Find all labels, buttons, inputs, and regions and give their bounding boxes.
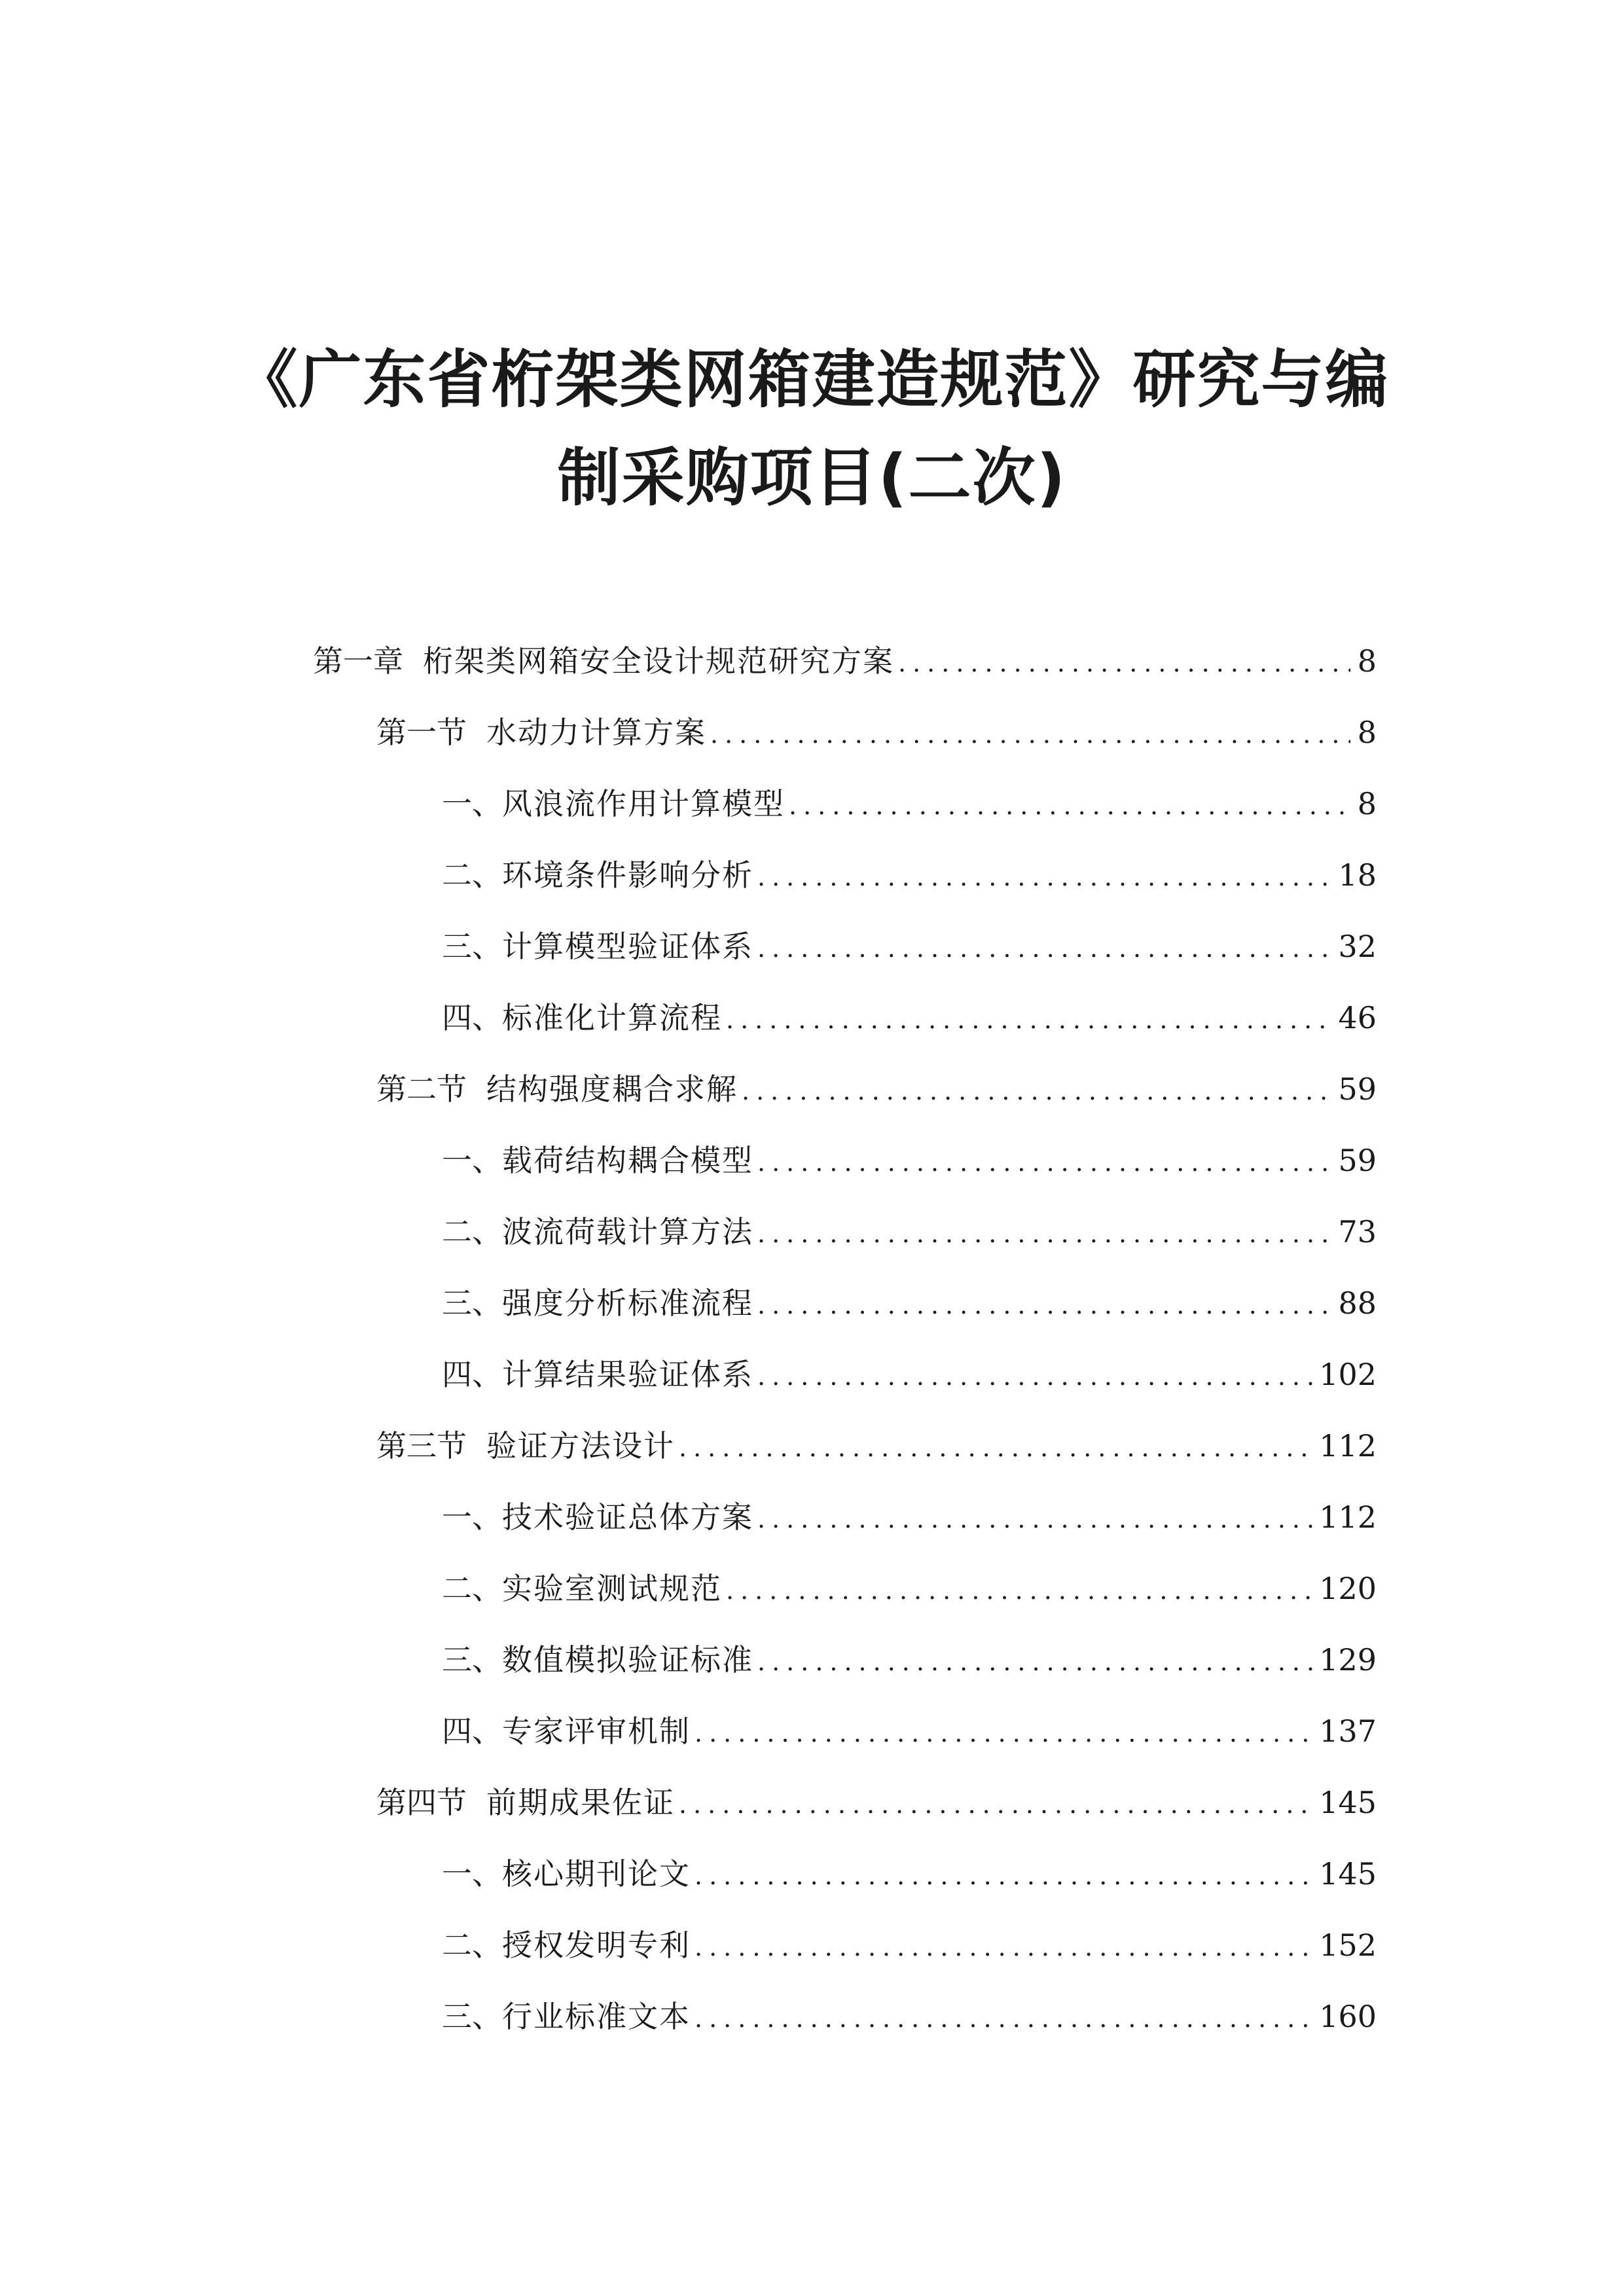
toc-entry-number: 一、 [442, 1499, 502, 1535]
toc-entry-page: 8 [1357, 786, 1377, 821]
toc-entry-title: 验证方法设计 [486, 1428, 675, 1463]
toc-entry-number: 一、 [442, 1856, 502, 1892]
toc-dot-leader [695, 1924, 1312, 1970]
toc-entry-title: 技术验证总体方案 [502, 1499, 753, 1535]
toc-entry-number: 二、 [442, 1571, 502, 1606]
toc-entry-title: 风浪流作用计算模型 [502, 786, 785, 821]
toc-dot-leader [757, 1639, 1312, 1685]
toc-entry-title: 载荷结构耦合模型 [502, 1143, 753, 1178]
toc-dot-leader [695, 1853, 1312, 1899]
toc-entry-page: 129 [1319, 1642, 1377, 1677]
toc-subsection[interactable] [442, 1209, 1377, 1255]
toc-dot-leader [679, 1782, 1312, 1827]
toc-subsection[interactable] [442, 1566, 1377, 1611]
toc-section-3[interactable] [376, 1423, 1377, 1469]
toc-dot-leader [757, 1211, 1331, 1257]
toc-dot-leader [726, 997, 1331, 1043]
toc-entry-page: 160 [1319, 1999, 1377, 2034]
toc-entry-number: 二、 [442, 1214, 502, 1249]
toc-entry-title: 强度分析标准流程 [502, 1285, 753, 1321]
toc-dot-leader [757, 1496, 1312, 1542]
toc-entry-title: 波流荷载计算方法 [502, 1214, 753, 1249]
toc-dot-leader [679, 1425, 1312, 1471]
toc-entry-number: 一、 [442, 786, 502, 821]
toc-entry-page: 102 [1319, 1357, 1377, 1392]
toc-entry-page: 18 [1338, 857, 1377, 893]
toc-entry-title: 数值模拟验证标准 [502, 1642, 753, 1677]
toc-subsection[interactable] [442, 781, 1377, 827]
toc-entry-number: 二、 [442, 1928, 502, 1963]
toc-entry-page: 46 [1338, 1000, 1377, 1035]
toc-entry-page: 145 [1319, 1785, 1377, 1820]
toc-entry-title: 前期成果佐证 [486, 1785, 675, 1820]
toc-entry-page: 73 [1338, 1214, 1377, 1249]
toc-dot-leader [710, 711, 1350, 757]
toc-dot-leader [757, 1282, 1331, 1328]
toc-section-2[interactable] [376, 1066, 1377, 1112]
toc-entry-title: 授权发明专利 [502, 1928, 691, 1963]
toc-entry-title: 核心期刊论文 [502, 1856, 691, 1892]
toc-section-4[interactable] [376, 1780, 1377, 1825]
toc-entry-page: 8 [1357, 643, 1377, 679]
toc-entry-title: 计算结果验证体系 [502, 1357, 753, 1392]
toc-subsection[interactable] [442, 1922, 1377, 1968]
document-title-line-2: 制采购项目(二次) [557, 441, 1067, 514]
toc-entry-title: 结构强度耦合求解 [486, 1071, 738, 1107]
toc-entry-number: 三、 [442, 1642, 502, 1677]
toc-entry-title: 环境条件影响分析 [502, 857, 753, 893]
toc-subsection[interactable] [442, 924, 1377, 969]
toc-dot-leader [742, 1068, 1331, 1114]
toc-entry-page: 120 [1319, 1571, 1377, 1606]
toc-subsection[interactable] [442, 852, 1377, 898]
toc-entry-title: 桁架类网箱安全设计规范研究方案 [423, 643, 894, 679]
toc-entry-number: 四、 [442, 1357, 502, 1392]
toc-entry-number: 三、 [442, 1999, 502, 2034]
toc-entry-page: 112 [1319, 1428, 1377, 1463]
toc-entry-number: 三、 [442, 929, 502, 964]
toc-subsection[interactable] [442, 995, 1377, 1041]
toc-entry-title: 行业标准文本 [502, 1999, 691, 2034]
toc-subsection[interactable] [442, 1637, 1377, 1683]
toc-subsection[interactable] [442, 1138, 1377, 1183]
toc-dot-leader [695, 1710, 1312, 1756]
toc-entry-title: 标准化计算流程 [502, 1000, 722, 1035]
toc-subsection[interactable] [442, 1708, 1377, 1754]
toc-dot-leader [726, 1568, 1312, 1613]
toc-entry-title: 计算模型验证体系 [502, 929, 753, 964]
toc-entry-number: 第四节 [376, 1785, 467, 1820]
toc-subsection[interactable] [442, 1494, 1377, 1540]
toc-entry-number: 四、 [442, 1713, 502, 1749]
toc-subsection[interactable] [442, 1994, 1377, 2039]
document-title-line-1: 《广东省桁架类网箱建造规范》研究与编 [234, 343, 1390, 416]
toc-entry-page: 59 [1338, 1071, 1377, 1107]
toc-entry-number: 第三节 [376, 1428, 467, 1463]
toc-subsection[interactable] [442, 1280, 1377, 1326]
toc-entry-title: 水动力计算方案 [486, 715, 706, 750]
toc-entry-page: 112 [1319, 1499, 1377, 1535]
toc-dot-leader [695, 1996, 1312, 2041]
toc-entry-number: 二、 [442, 857, 502, 893]
toc-section-1[interactable] [376, 709, 1377, 755]
toc-chapter-1[interactable] [313, 638, 1377, 684]
toc-dot-leader [757, 1354, 1312, 1399]
toc-entry-number: 第一节 [376, 715, 467, 750]
toc-entry-page: 137 [1319, 1713, 1377, 1749]
toc-entry-number: 第二节 [376, 1071, 467, 1107]
toc-entry-page: 145 [1319, 1856, 1377, 1892]
toc-entry-number: 一、 [442, 1143, 502, 1178]
toc-dot-leader [898, 640, 1350, 686]
toc-entry-number: 第一章 [313, 643, 403, 679]
toc-entry-page: 32 [1338, 929, 1377, 964]
toc-entry-page: 8 [1357, 715, 1377, 750]
toc-subsection[interactable] [442, 1851, 1377, 1897]
toc-entry-title: 专家评审机制 [502, 1713, 691, 1749]
toc-dot-leader [757, 925, 1331, 971]
toc-entry-number: 四、 [442, 1000, 502, 1035]
toc-entry-page: 88 [1338, 1285, 1377, 1321]
toc-dot-leader [757, 1139, 1331, 1185]
document-title [0, 331, 1624, 527]
toc-entry-title: 实验室测试规范 [502, 1571, 722, 1606]
toc-entry-number: 三、 [442, 1285, 502, 1321]
toc-subsection[interactable] [442, 1352, 1377, 1397]
toc-dot-leader [789, 783, 1350, 829]
toc-dot-leader [757, 854, 1331, 900]
toc-entry-page: 59 [1338, 1143, 1377, 1178]
toc-entry-page: 152 [1319, 1928, 1377, 1963]
